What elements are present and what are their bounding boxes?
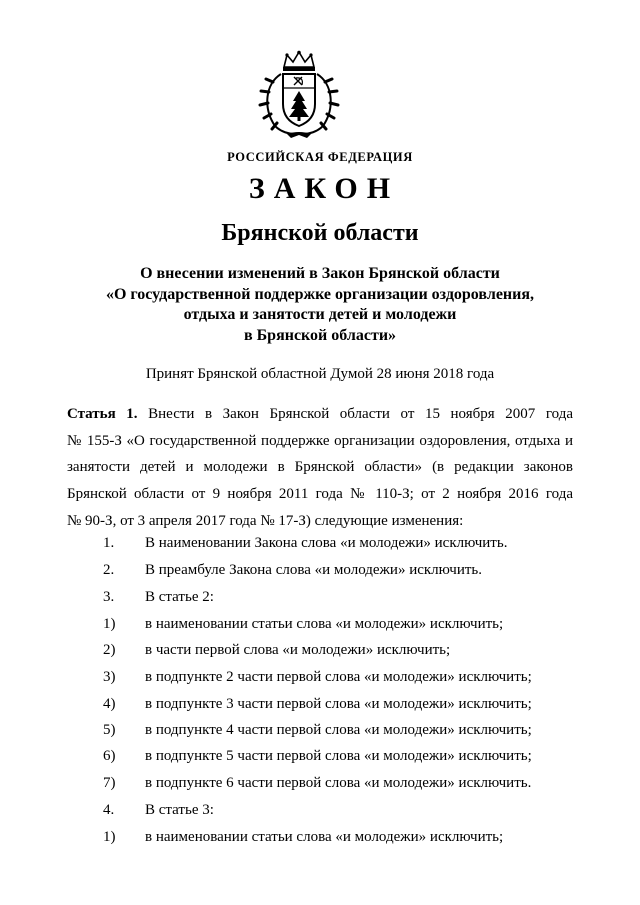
item-number: 2. [103, 562, 115, 578]
item-text: В статье 2: [145, 589, 214, 605]
item-number: 1. [103, 535, 115, 551]
item-text: в части первой слова «и молодежи» исключить; [145, 642, 451, 658]
law-subject-title [0, 264, 640, 346]
item-text: в наименовании статьи слова «и молодежи» исключить; [145, 616, 504, 632]
subject-line: «О государственной поддержке организации оздоровления, [105, 285, 535, 303]
item-number: 4. [103, 802, 115, 818]
article-label: Статья 1. [67, 406, 138, 422]
subject-line: в Брянской области» [243, 326, 397, 344]
article-line: Брянской области от 9 ноября 2011 года № 110-З; от 2 ноября 2016 года [67, 486, 573, 503]
item-number: 4) [103, 696, 116, 712]
item-text: В преамбуле Закона слова «и молодежи» исключить. [145, 562, 483, 578]
item-number: 5) [103, 722, 116, 738]
item-text: в подпункте 4 части первой слова «и молодежи» исключить; [145, 722, 532, 738]
item-text: в подпункте 2 части первой слова «и молодежи» исключить; [145, 669, 532, 685]
document-type-title: ЗАКОН [248, 172, 400, 205]
item-text: в подпункте 5 части первой слова «и молодежи» исключить; [145, 748, 532, 764]
article-line: № 90-З, от 3 апреля 2017 года № 17-З) следующие изменения: [67, 512, 464, 529]
article-line: занятости детей и молодежи в Брянской области» (в редакции законов [67, 459, 573, 476]
item-text: В наименовании Закона слова «и молодежи» исключить. [145, 535, 508, 551]
adoption-statement: Принят Брянской областной Думой 28 июня 2018 года [145, 366, 495, 382]
item-number: 1) [103, 829, 116, 845]
bryansk-coat-of-arms-icon [257, 50, 341, 138]
article-1-paragraph [67, 401, 573, 535]
article-line: № 155-З «О государственной поддержке организации оздоровления, отдыха и [67, 432, 573, 449]
item-number: 3. [103, 589, 115, 605]
item-number: 7) [103, 775, 116, 791]
region-title: Брянской области [221, 220, 419, 246]
subject-line: отдыха и занятости детей и молодежи [183, 306, 457, 323]
article-line-text: Внести в Закон Брянской области от 15 ноября 2007 года [137, 406, 573, 422]
item-text: в подпункте 6 части первой слова «и молодежи» исключить. [145, 775, 532, 791]
item-number: 1) [103, 616, 116, 632]
item-text: в наименовании статьи слова «и молодежи» исключить; [145, 829, 504, 845]
country-name: РОССИЙСКАЯ ФЕДЕРАЦИЯ [227, 150, 413, 164]
item-text: в подпункте 3 части первой слова «и молодежи» исключить; [145, 696, 532, 712]
subject-line: О внесении изменений в Закон Брянской области [140, 265, 500, 282]
item-text: В статье 3: [145, 802, 214, 818]
item-number: 6) [103, 748, 116, 764]
item-number: 2) [103, 642, 116, 658]
item-number: 3) [103, 669, 116, 685]
article-line [67, 401, 573, 428]
